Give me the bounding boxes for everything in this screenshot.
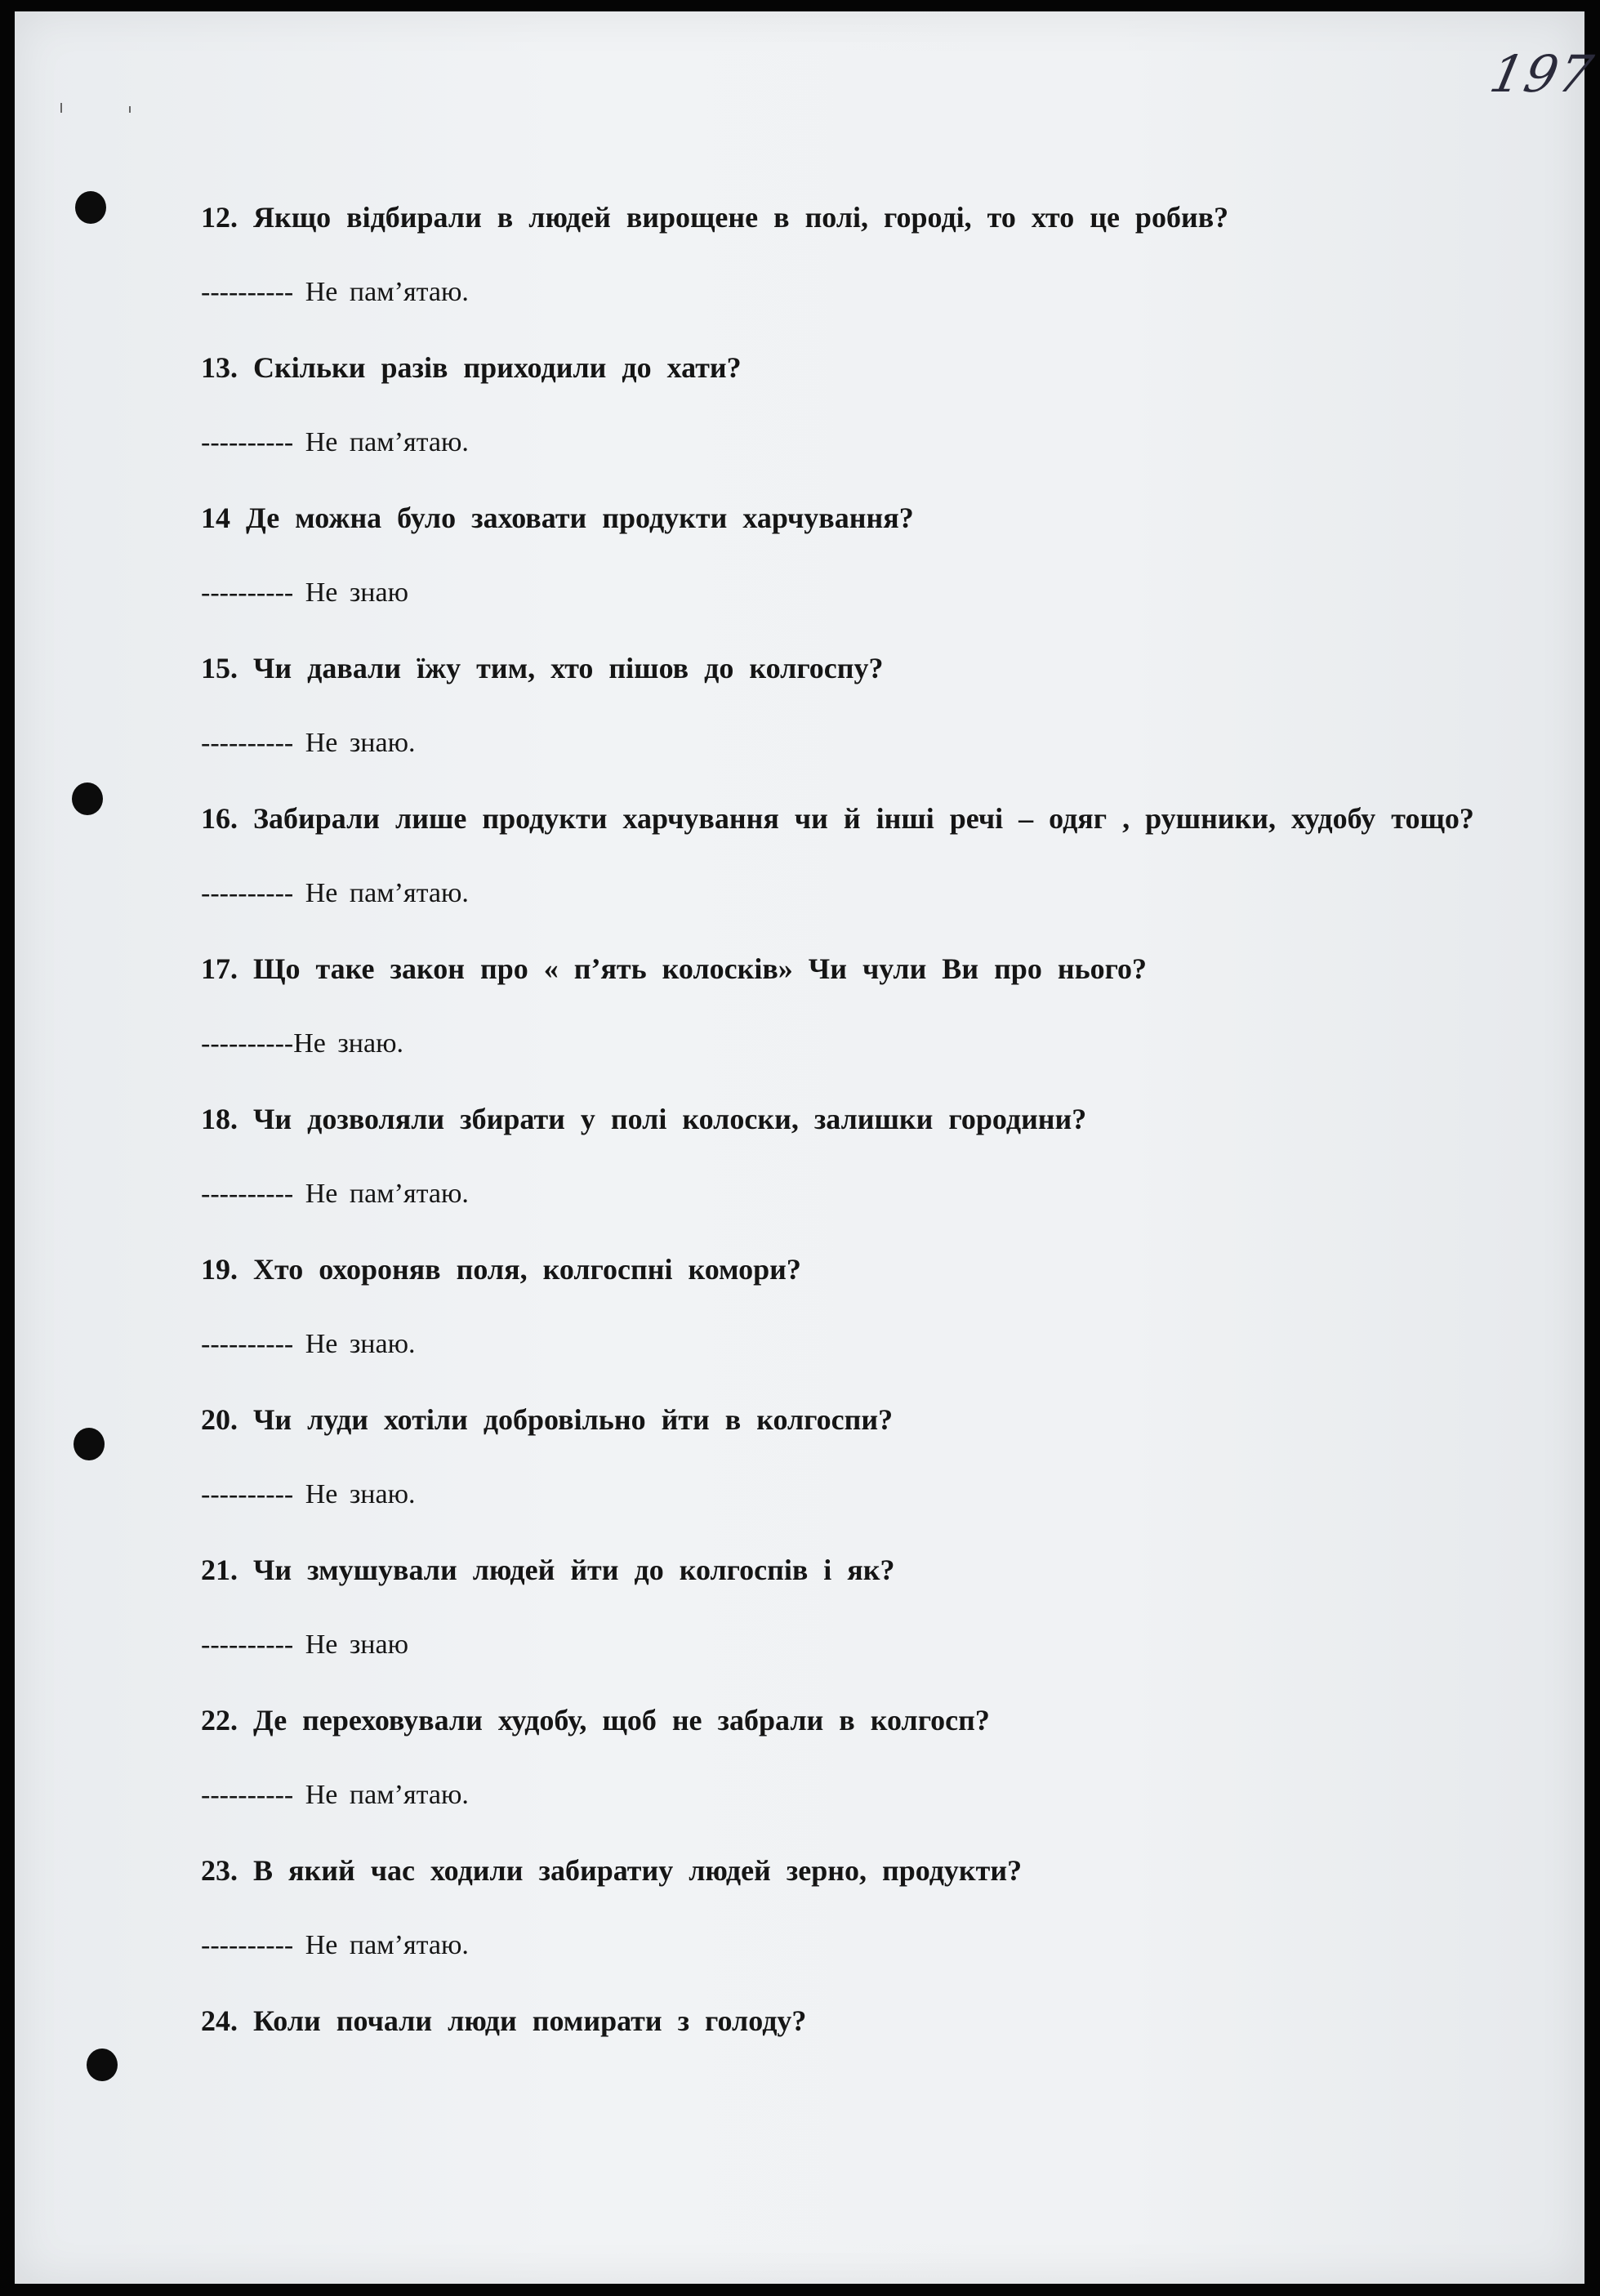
question-text: 22. Де переховували худобу, щоб не забрали в колгосп? xyxy=(201,1704,990,1736)
question-text: 24. Коли почали люди помирати з голоду? xyxy=(201,2004,807,2037)
punch-hole xyxy=(74,1428,105,1460)
scan-mark xyxy=(60,103,62,113)
qa-item xyxy=(201,951,1491,1062)
qa-item xyxy=(201,800,1491,912)
punch-hole xyxy=(87,2049,118,2081)
answer-text: ---------- Не пам’ятаю. xyxy=(201,427,469,457)
qa-item xyxy=(201,1852,1491,1964)
answer-text: ---------- Не пам’ятаю. xyxy=(201,1179,469,1209)
questionnaire xyxy=(201,199,1491,2039)
question-text: 19. Хто охороняв поля, колгоспні комори? xyxy=(201,1253,801,1286)
answer-text: ---------- Не пам’ятаю. xyxy=(201,1930,469,1960)
answer-text: ---------- Не пам’ятаю. xyxy=(201,878,469,908)
answer-text: ---------- Не пам’ятаю. xyxy=(201,1780,469,1810)
qa-item xyxy=(201,1702,1491,1813)
qa-item xyxy=(201,1101,1491,1212)
qa-item xyxy=(201,2003,1491,2039)
qa-item xyxy=(201,500,1491,611)
answer-text: ---------- Не знаю. xyxy=(201,1329,416,1359)
punch-hole xyxy=(72,782,103,815)
answer-text: ---------- Не знаю xyxy=(201,577,408,608)
question-text: 18. Чи дозволяли збирати у полі колоски, залишки городини? xyxy=(201,1103,1087,1135)
qa-item xyxy=(201,1552,1491,1663)
scan-mark xyxy=(129,106,131,113)
answer-text: ---------- Не знаю xyxy=(201,1629,408,1660)
question-text: 23. В який час ходили забиратиу людей зерно, продукти? xyxy=(201,1854,1023,1887)
question-text: 17. Що таке закон про « п’ять колосків» Чи чули Ви про нього? xyxy=(201,952,1148,985)
question-text: 20. Чи луди хотіли добровільно йти в колгоспи? xyxy=(201,1403,894,1436)
question-text: 21. Чи змушували людей йти до колгоспів і як? xyxy=(201,1554,895,1586)
qa-item xyxy=(201,1251,1491,1362)
answer-text: ---------- Не пам’ятаю. xyxy=(201,277,469,307)
qa-item xyxy=(201,650,1491,761)
question-text: 13. Скільки разів приходили до хати? xyxy=(201,351,742,384)
handwritten-page-number: 197 xyxy=(1485,44,1600,104)
answer-text: ---------- Не знаю. xyxy=(201,728,416,758)
qa-item xyxy=(201,350,1491,461)
question-text: 14 Де можна було заховати продукти харчування? xyxy=(201,502,914,534)
question-text: 16. Забирали лише продукти харчування чи й інші речі – одяг , рушники, худобу тощо? xyxy=(201,802,1474,835)
answer-text: ---------- Не знаю. xyxy=(201,1479,416,1509)
qa-item xyxy=(201,199,1491,310)
answer-text: ----------Не знаю. xyxy=(201,1028,403,1059)
qa-item xyxy=(201,1402,1491,1513)
punch-hole xyxy=(75,191,106,224)
question-text: 12. Якщо відбирали в людей вирощене в полі, городі, то хто це робив? xyxy=(201,201,1229,234)
question-text: 15. Чи давали їжу тим, хто пішов до колгоспу? xyxy=(201,652,884,684)
